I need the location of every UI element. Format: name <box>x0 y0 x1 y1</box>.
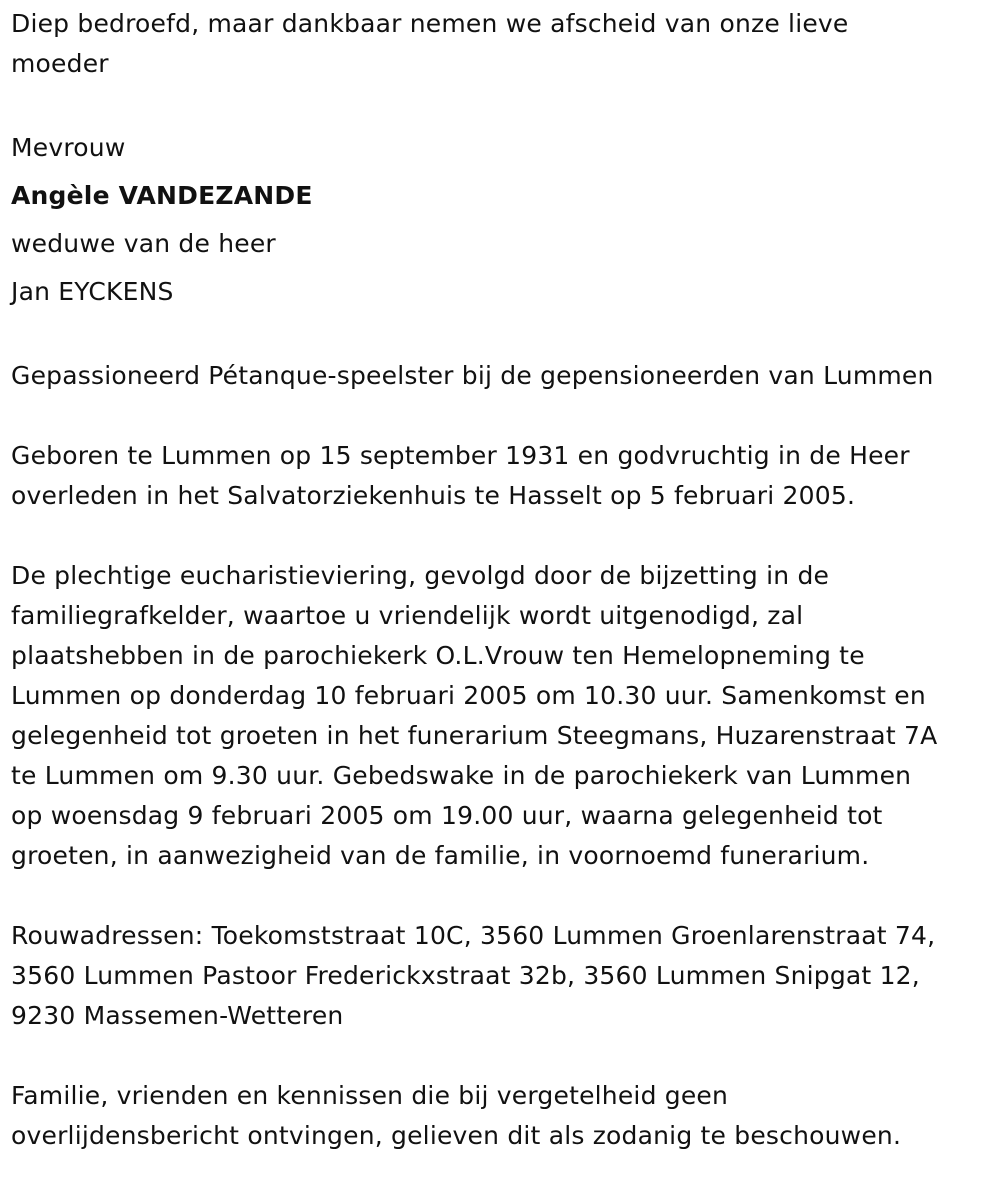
hobby-line: Gepassioneerd Pétanque-speelster bij de gepensioneerden van Lummen <box>11 361 934 390</box>
address-line: Rouwadressen: Toekomststraat 10C, 3560 Lummen Groenlarenstraat 74, <box>11 921 936 950</box>
death-notice <box>11 4 996 1196</box>
ceremony-line: groeten, in aanwezigheid van de familie, in voornoemd funerarium. <box>11 841 870 870</box>
deceased-name: Angèle VANDEZANDE <box>11 181 313 210</box>
hobby-paragraph <box>11 356 996 396</box>
spouse-name: Jan EYCKENS <box>11 277 174 306</box>
ceremony-paragraph <box>11 556 996 876</box>
ceremony-line: te Lummen om 9.30 uur. Gebedswake in de parochiekerk van Lummen <box>11 761 912 790</box>
birth-death-paragraph <box>11 436 996 516</box>
deceased-relation: weduwe van de heer <box>11 229 276 258</box>
addresses-paragraph <box>11 916 996 1036</box>
ceremony-line: op woensdag 9 februari 2005 om 19.00 uur, waarna gelegenheid tot <box>11 801 883 830</box>
birth-death-line: Geboren te Lummen op 15 september 1931 en godvruchtig in de Heer <box>11 441 910 470</box>
intro-line: Diep bedroefd, maar dankbaar nemen we afscheid van onze lieve <box>11 9 849 38</box>
birth-death-line: overleden in het Salvatorziekenhuis te Hasselt op 5 februari 2005. <box>11 481 856 510</box>
ceremony-line: gelegenheid tot groeten in het funerarium Steegmans, Huzarenstraat 7A <box>11 721 938 750</box>
closing-line: Familie, vrienden en kennissen die bij vergetelheid geen <box>11 1081 729 1110</box>
deceased-block <box>11 124 996 316</box>
ceremony-line: Lummen op donderdag 10 februari 2005 om 10.30 uur. Samenkomst en <box>11 681 926 710</box>
address-line: 3560 Lummen Pastoor Frederickxstraat 32b, 3560 Lummen Snipgat 12, <box>11 961 920 990</box>
intro-paragraph <box>11 4 996 84</box>
address-line: 9230 Massemen-Wetteren <box>11 1001 344 1030</box>
ceremony-line: familiegrafkelder, waartoe u vriendelijk wordt uitgenodigd, zal <box>11 601 804 630</box>
closing-paragraph <box>11 1076 996 1156</box>
deceased-title: Mevrouw <box>11 133 126 162</box>
intro-line: moeder <box>11 49 109 78</box>
ceremony-line: De plechtige eucharistieviering, gevolgd door de bijzetting in de <box>11 561 830 590</box>
ceremony-line: plaatshebben in de parochiekerk O.L.Vrouw ten Hemelopneming te <box>11 641 865 670</box>
closing-line: overlijdensbericht ontvingen, gelieven dit als zodanig te beschouwen. <box>11 1121 902 1150</box>
